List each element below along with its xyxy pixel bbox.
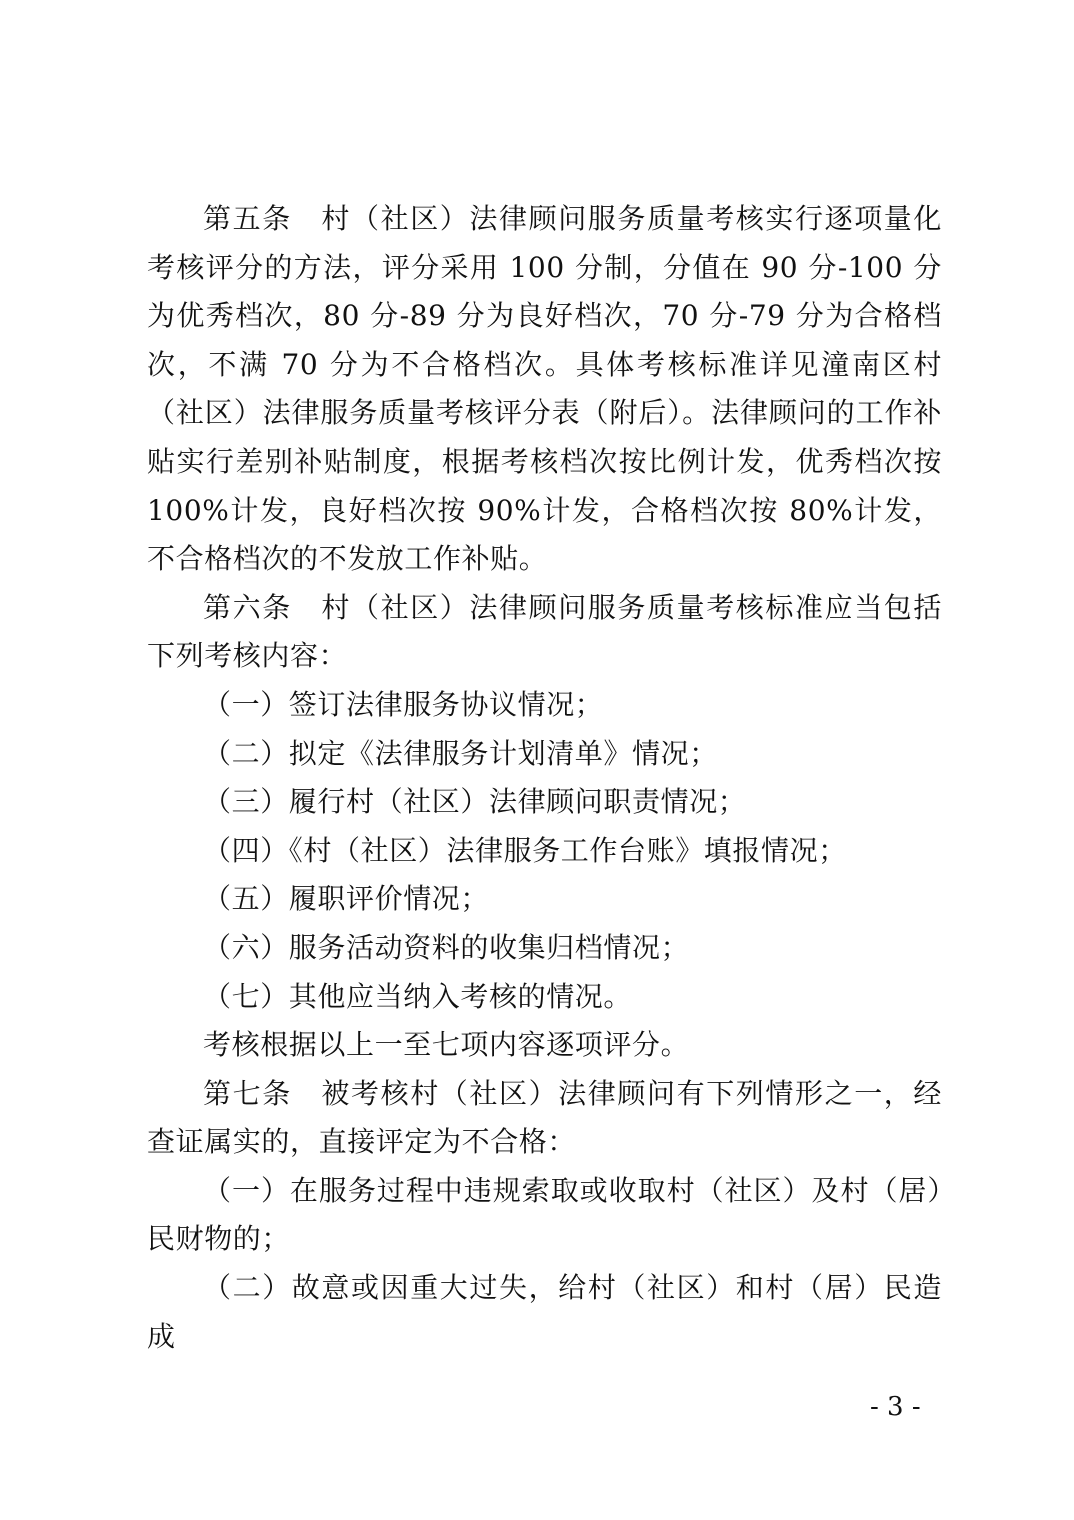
page-number: - 3 - — [870, 1392, 921, 1422]
article-6-paragraph: 第六条 村（社区）法律顾问服务质量考核标准应当包括下列考核内容： — [147, 590, 942, 673]
document-body — [147, 195, 942, 1361]
article-6-item-1: （一）签订法律服务协议情况； — [203, 687, 604, 721]
article-7-item-1: （一）在服务过程中违规索取或收取村（社区）及村（居）民财物的； — [147, 1173, 942, 1256]
article-5-paragraph: 第五条 村（社区）法律顾问服务质量考核实行逐项量化考核评分的方法，评分采用 100 分制，分值在 90 分-100 分为优秀档次，80 分-89 分为良好档次，70 分-79 分为合格档次，不满 70 分为不合格档次。具体考核标准详见潼南区村（社区）法律服务质量考核评分表（附后）。法律顾问的工作补贴实行差别补贴制度，根据考核档次按比例计发，优秀档次按 100%计发，良好档次按 90%计发，合格档次按 80%计发，不合格档次的不发放工作补贴。 — [147, 202, 942, 576]
article-6-item-2: （二）拟定《法律服务计划清单》情况； — [203, 736, 718, 770]
article-6-summary: 考核根据以上一至七项内容逐项评分。 — [203, 1028, 690, 1062]
article-6-item-6: （六）服务活动资料的收集归档情况； — [203, 930, 690, 964]
article-7-paragraph: 第七条 被考核村（社区）法律顾问有下列情形之一，经查证属实的，直接评定为不合格： — [147, 1076, 942, 1159]
article-6-item-4: （四）《村（社区）法律服务工作台账》填报情况； — [203, 833, 847, 867]
article-6-item-3: （三）履行村（社区）法律顾问职责情况； — [203, 785, 747, 819]
article-6-item-7: （七）其他应当纳入考核的情况。 — [203, 979, 633, 1013]
article-6-item-5: （五）履职评价情况； — [203, 882, 490, 916]
article-7-item-2: （二）故意或因重大过失，给村（社区）和村（居）民造成 — [147, 1271, 942, 1353]
